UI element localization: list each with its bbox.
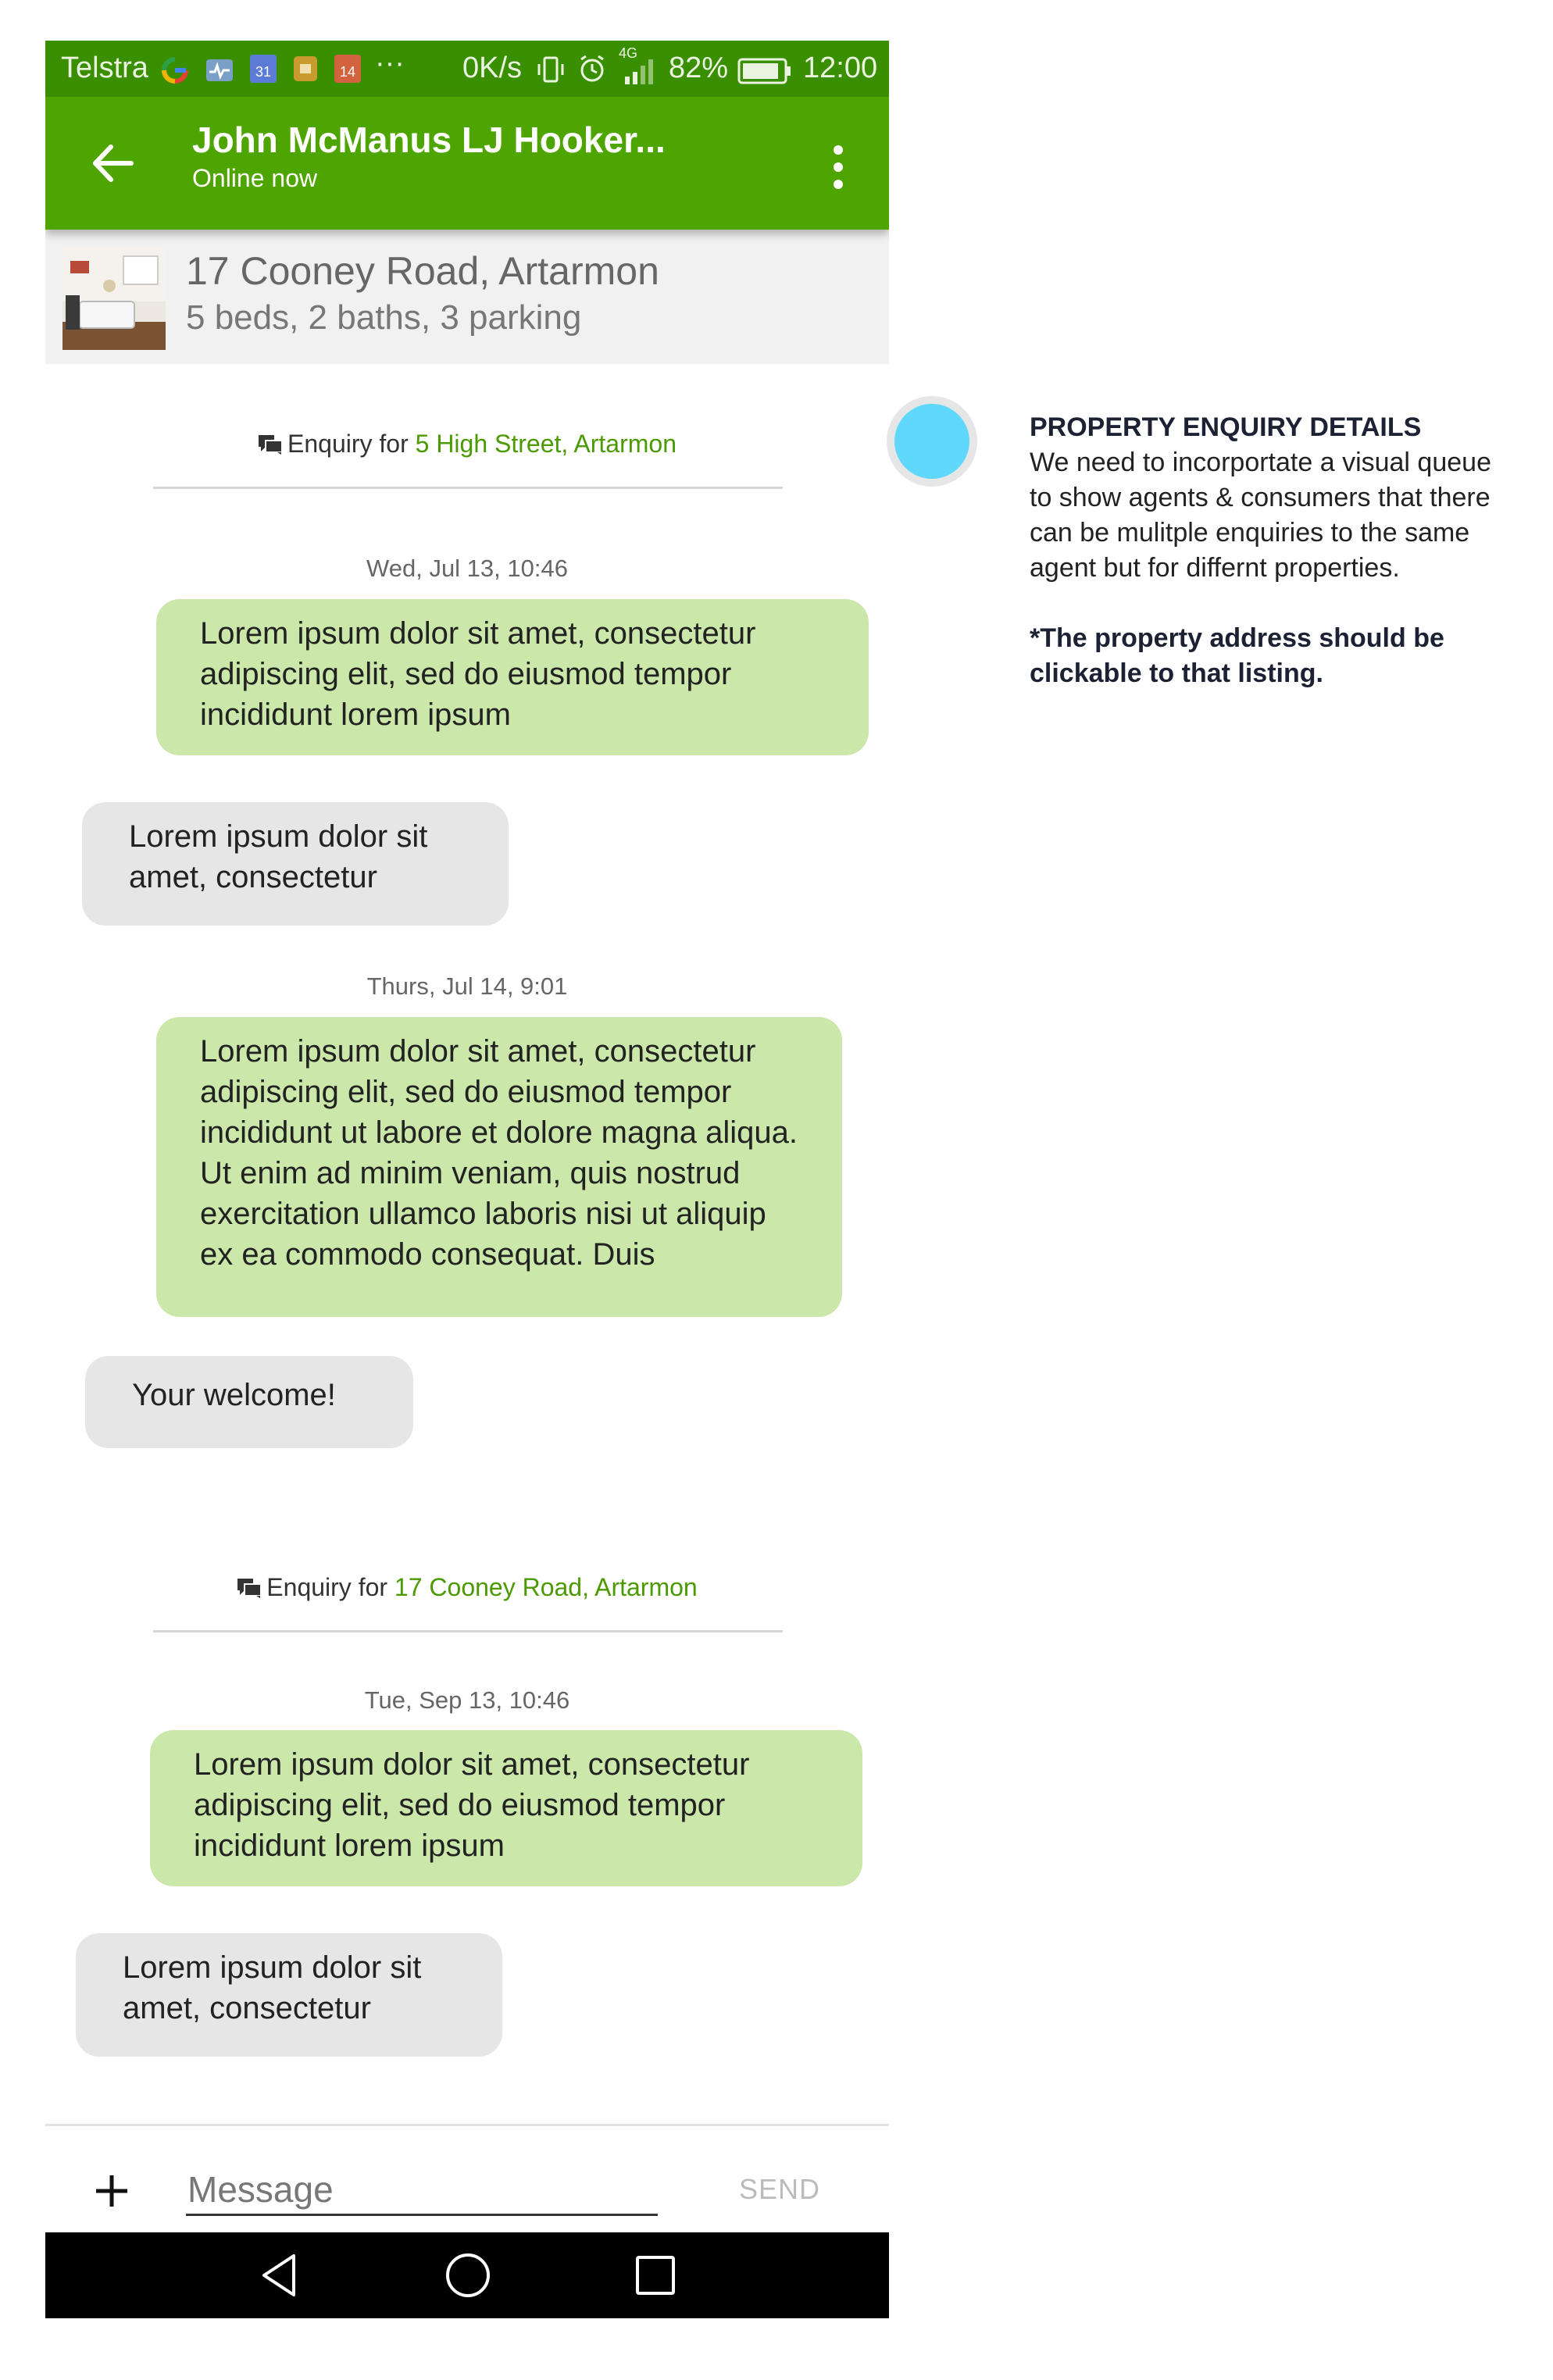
annotation-requirement: *The property address should be clickable to that listing. <box>1030 623 1444 688</box>
android-nav-bar <box>45 2232 889 2318</box>
nav-recents-icon[interactable] <box>630 2250 681 2301</box>
message-timestamp: Tue, Sep 13, 10:46 <box>364 1686 570 1714</box>
enquiry-header <box>45 1573 889 1602</box>
outgoing-message[interactable]: Lorem ipsum dolor sit amet, consectetur adipiscing elit, sed do eiusmod tempor incididunt lorem ipsum <box>156 599 869 755</box>
health-app-icon <box>205 56 234 84</box>
chat-title[interactable]: John McManus LJ Hooker... <box>192 120 666 160</box>
annotation-marker-fill <box>894 404 969 479</box>
chat-bubbles-icon <box>258 434 283 455</box>
message-timestamp: Wed, Jul 13, 10:46 <box>366 555 568 582</box>
enquiry-divider <box>153 487 783 489</box>
chat-bubbles-icon <box>237 1578 262 1598</box>
back-arrow-icon[interactable] <box>86 136 141 191</box>
send-button[interactable]: SEND <box>739 2173 821 2205</box>
app-bar <box>45 97 889 230</box>
phone-screen <box>45 41 889 2318</box>
enquiry-property-link[interactable]: 5 High Street, Artarmon <box>415 430 677 458</box>
annotation-note <box>1030 410 1514 691</box>
enquiry-property-link[interactable]: 17 Cooney Road, Artarmon <box>394 1573 698 1601</box>
battery-percent: 82% <box>669 52 729 84</box>
presence-status: Online now <box>192 164 318 192</box>
annotation-body: We need to incorportate a visual queue to show agents & consumers that there can be mulitple enquiries to the same agent but for differnt properties. <box>1030 448 1491 583</box>
message-input[interactable] <box>186 2165 658 2216</box>
outgoing-message[interactable]: Lorem ipsum dolor sit amet, consectetur adipiscing elit, sed do eiusmod tempor incididunt lorem ipsum <box>150 1730 862 1886</box>
status-bar <box>45 41 889 97</box>
enquiry-header <box>45 430 889 459</box>
outgoing-message[interactable]: Lorem ipsum dolor sit amet, consectetur adipiscing elit, sed do eiusmod tempor incididunt ut labore et dolore magna aliqua. Ut enim ad minim veniam, quis nostrud exercitation ullamco laboris nisi ut aliquip ex ea commodo consequat. Duis <box>156 1017 842 1317</box>
alarm-icon <box>577 53 608 84</box>
more-vert-icon[interactable] <box>826 140 850 194</box>
network-speed: 0K/s <box>462 52 523 84</box>
calendar-reminder-icon: 14 <box>334 55 361 83</box>
battery-icon <box>737 58 792 84</box>
add-icon[interactable] <box>94 2173 130 2209</box>
composer-divider <box>45 2124 889 2126</box>
incoming-message[interactable]: Lorem ipsum dolor sit amet, consectetur <box>82 802 509 926</box>
wallet-app-icon <box>292 55 319 83</box>
enquiry-divider <box>153 1630 783 1632</box>
property-card[interactable] <box>45 230 889 364</box>
nav-back-icon[interactable] <box>255 2250 306 2301</box>
enquiry-prefix: Enquiry for <box>266 1573 388 1601</box>
property-features: 5 beds, 2 baths, 3 parking <box>186 298 582 337</box>
network-type: 4G <box>619 45 638 61</box>
property-thumbnail[interactable] <box>62 247 166 350</box>
clock: 12:00 <box>803 52 878 84</box>
more-notifications-icon: ··· <box>375 47 405 80</box>
google-icon <box>161 56 189 84</box>
incoming-message[interactable]: Lorem ipsum dolor sit amet, consectetur <box>76 1933 502 2057</box>
annotation-title: PROPERTY ENQUIRY DETAILS <box>1030 412 1422 442</box>
enquiry-prefix: Enquiry for <box>287 430 409 458</box>
incoming-message[interactable]: Your welcome! <box>85 1356 413 1448</box>
vibrate-icon <box>536 55 566 84</box>
property-address[interactable]: 17 Cooney Road, Artarmon <box>186 249 659 293</box>
calendar-icon: 31 <box>250 55 277 83</box>
nav-home-icon[interactable] <box>442 2250 494 2301</box>
message-timestamp: Thurs, Jul 14, 9:01 <box>366 972 568 1000</box>
signal-icon <box>619 55 662 86</box>
carrier-label: Telstra <box>61 52 148 84</box>
